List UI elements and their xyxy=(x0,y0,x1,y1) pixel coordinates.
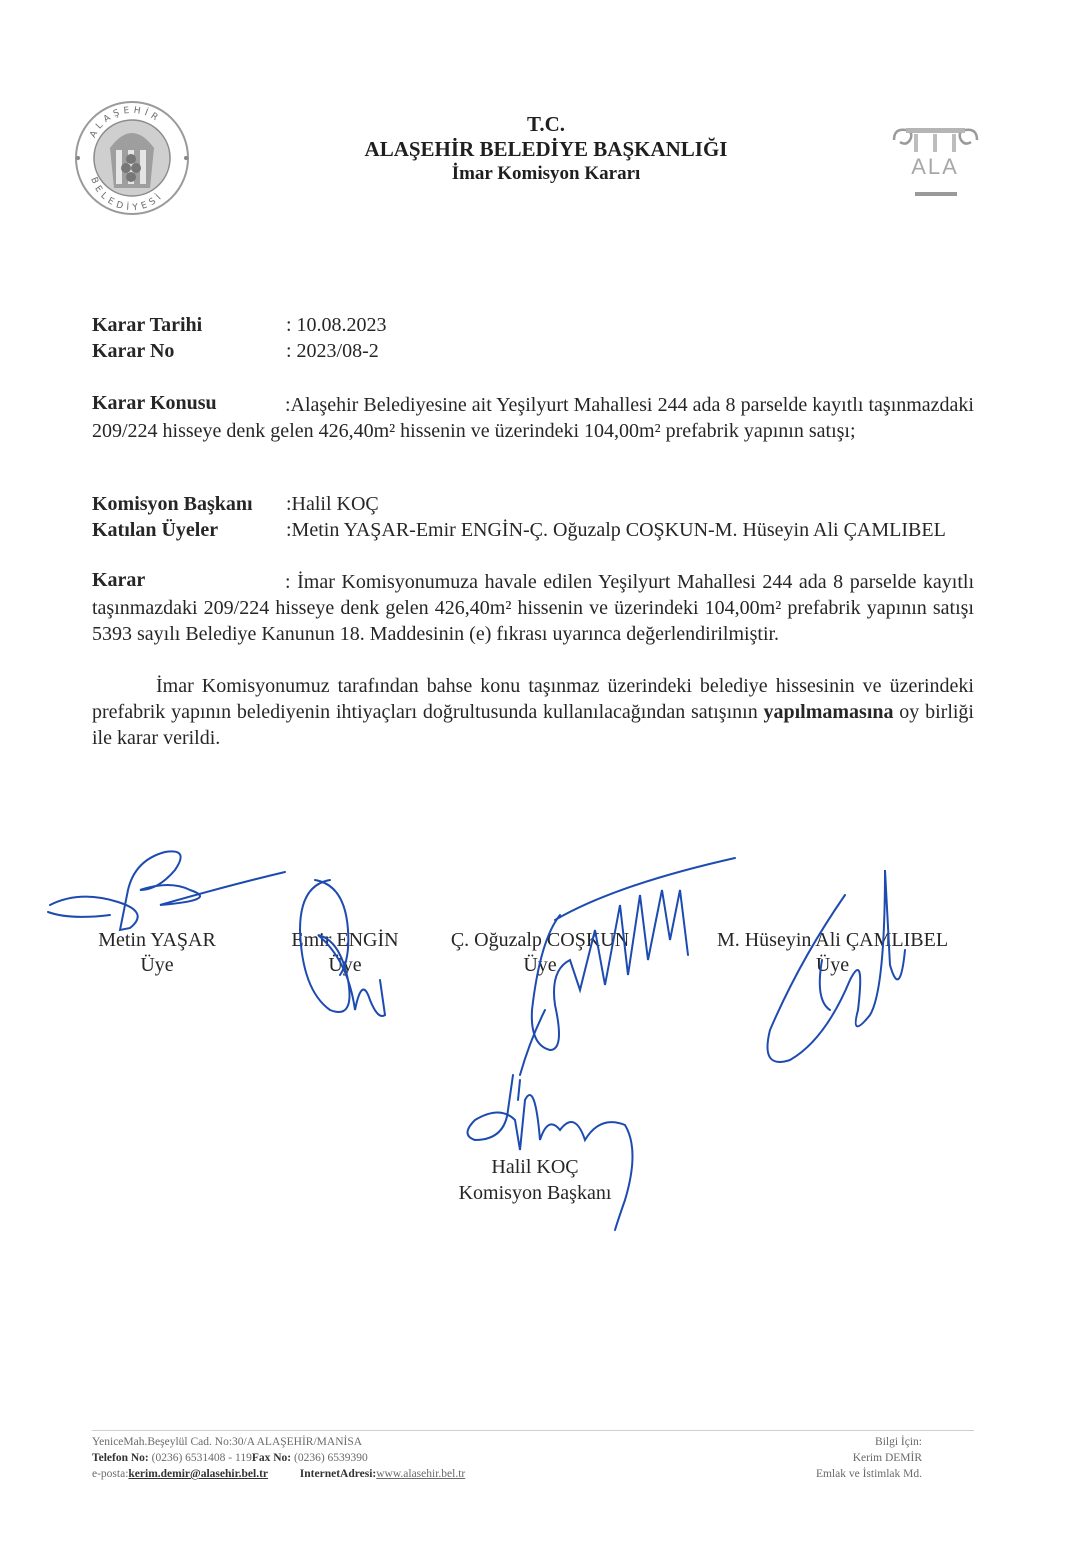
footer-email-line xyxy=(92,1466,712,1482)
signature-role-1: Üye xyxy=(140,954,174,976)
footer-divider xyxy=(92,1430,974,1431)
decision-no-value: : 2023/08-2 xyxy=(286,340,379,362)
members-label: Katılan Üyeler xyxy=(92,519,219,541)
signature-name-3: Ç. Oğuzalp COŞKUN xyxy=(450,929,630,951)
chair-signature-role: Komisyon Başkanı xyxy=(458,1182,612,1204)
signature-role-4: Üye xyxy=(815,954,850,976)
footer-web-link[interactable]: www.alasehir.bel.tr xyxy=(376,1468,466,1480)
footer-fax-value: (0236) 6539390 xyxy=(291,1452,368,1464)
subject-label: Karar Konusu xyxy=(92,392,217,414)
footer-info xyxy=(760,1434,922,1482)
footer-info-name: Kerim DEMİR xyxy=(852,1452,922,1464)
decision-no-label: Karar No xyxy=(92,340,175,362)
header-doc-type: İmar Komisyon Kararı xyxy=(451,163,641,184)
svg-text:ALA: ALA xyxy=(911,154,959,179)
signature-role-3: Üye xyxy=(523,954,557,976)
footer-web-label: InternetAdresi: xyxy=(299,1468,377,1480)
footer-fax-label: Fax No: xyxy=(251,1452,292,1464)
chair-value: :Halil KOÇ xyxy=(286,493,379,515)
members-value: :Metin YAŞAR-Emir ENGİN-Ç. Oğuzalp COŞKUN-M. Hüseyin Ali ÇAMLIBEL xyxy=(286,519,946,541)
header-institution: ALAŞEHİR BELEDİYE BAŞKANLIĞI xyxy=(364,137,728,161)
decision-text-1 xyxy=(92,569,974,647)
chair-label: Komisyon Başkanı xyxy=(92,493,253,515)
signature-name-4: M. Hüseyin Ali ÇAMLIBEL xyxy=(716,929,949,951)
svg-text:BELEDİYESİ: BELEDİYESİ xyxy=(88,175,167,214)
date-value: : 10.08.2023 xyxy=(286,314,387,336)
footer-phone-value: (0236) 6531408 - 119 xyxy=(148,1452,252,1464)
decision-label: Karar xyxy=(92,569,146,591)
footer-info-label: Bilgi İçin: xyxy=(875,1436,922,1448)
footer-address: YeniceMah.Beşeylül Cad. No:30/A ALAŞEHİR/MANİSA xyxy=(92,1436,363,1448)
signature-name-1: Metin YAŞAR xyxy=(98,929,216,951)
decision-text-1-content: : İmar Komisyonumuza havale edilen Yeşilyurt Mahallesi 244 ada 8 parselde kayıtlı taşınmazdaki 209/224 hisseye denk gelen 426,40m² hissenin ve üzerindeki 104,00m² prefabrik yapının satışı 5393 sayılı Belediye Kanunun 18. Maddesinin (e) fıkrası uyarınca değerlendirilmiştir. xyxy=(92,571,974,645)
date-label: Karar Tarihi xyxy=(92,314,203,336)
signature-role-2: Üye xyxy=(328,954,362,976)
footer-contact xyxy=(92,1434,712,1482)
decision-text-2-a: İmar Komisyonumuz tarafından bahse konu taşınmaz üzerindeki belediye hissesinin ve üzerindeki prefabrik yapının belediyenin ihtiyaçları doğrultusunda kullanılacağından satışının xyxy=(92,675,974,723)
svg-text:ALAŞEHİR: ALAŞEHİR xyxy=(88,105,163,140)
footer-email-link[interactable]: kerim.demir@alasehir.bel.tr xyxy=(128,1468,269,1480)
footer-email-label: e-posta: xyxy=(92,1468,129,1480)
footer-phone-line xyxy=(92,1450,712,1466)
footer-phone-label: Telefon No: xyxy=(92,1452,149,1464)
subject-text xyxy=(92,392,974,444)
footer-info-dept: Emlak ve İstimlak Md. xyxy=(815,1468,922,1480)
chair-signature-name: Halil KOÇ xyxy=(491,1156,579,1178)
signature-name-2: Emir ENGİN xyxy=(291,929,399,951)
decision-text-2-bold: yapılmamasına xyxy=(763,701,894,723)
decision-text-2-b: oy birliği ile karar verildi. xyxy=(92,701,974,749)
decision-text-2 xyxy=(92,673,974,751)
subject-text-content: :Alaşehir Belediyesine ait Yeşilyurt Mahallesi 244 ada 8 parselde kayıtlı taşınmazdaki 209/224 hisseye denk gelen 426,40m² hissenin ve üzerindeki 104,00m² prefabrik yapının satışı; xyxy=(92,394,974,442)
header-tc: T.C. xyxy=(526,112,566,136)
